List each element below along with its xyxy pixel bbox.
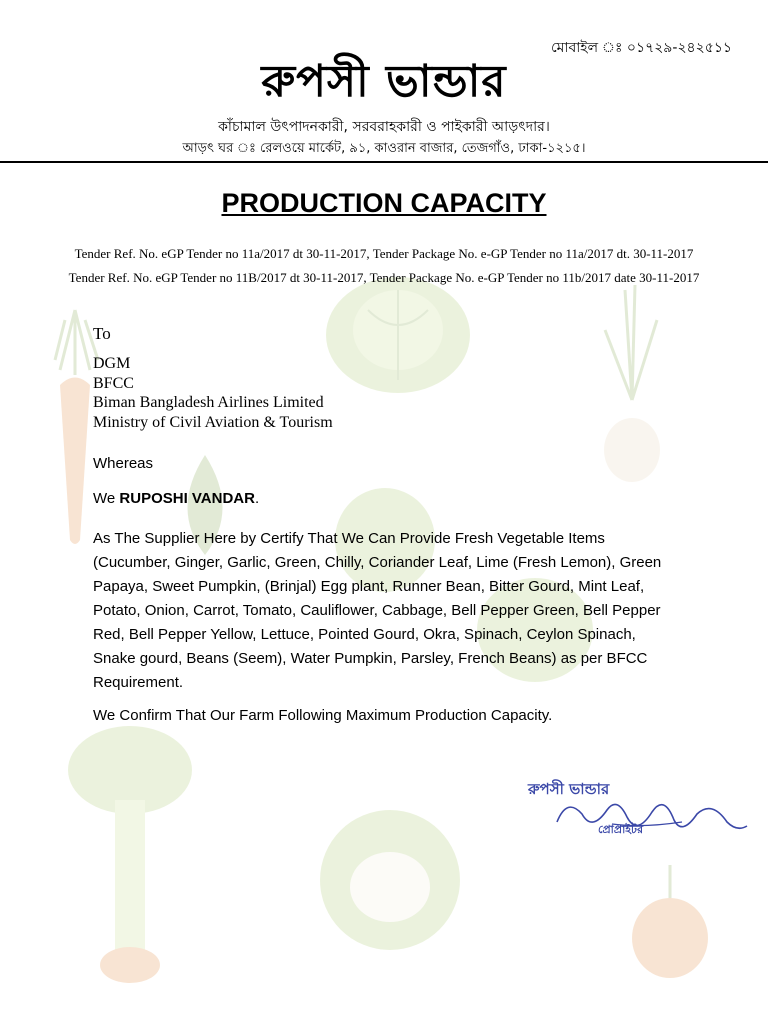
celery-watermark-icon <box>60 720 200 990</box>
page-title: PRODUCTION CAPACITY <box>221 188 547 218</box>
stamp-name: রুপসী ভান্ডার <box>528 780 610 798</box>
letterhead-divider <box>0 161 768 163</box>
recipient-address <box>93 354 333 432</box>
certify-paragraph: As The Supplier Here by Certify That We Can Provide Fresh Vegetable Items (Cucumber, Ginger, Garlic, Green, Chilly, Coriander Leaf, Lime (Fresh Lemon), Green Papaya, Sweet Pumpkin, (Brinjal) Egg plant, Runner Bean, Bitter Gourd, Mint Leaf, Potato, Onion, Carrot, Tomato, Cauliflower, Cabbage, Bell Pepper Green, Bell Pepper Red, Bell Pepper Yellow, Lettuce, Pointed Gourd, Okra, Spinach, Ceylon Spinach, Snake gourd, Beans (Seem), Water Pumpkin, Parsley, French Beans) as per BFCC Requirement. <box>93 530 662 691</box>
company-name: RUPOSHI VANDAR <box>119 490 255 507</box>
tender-reference: Tender Ref. No. eGP Tender no 11a/2017 dt 30-11-2017, Tender Package No. e-GP Tender no 11a/2017 dt. 30-11-2017 <box>74 246 694 261</box>
recipient-line: BFCC <box>93 374 134 392</box>
whereas-text: Whereas <box>93 455 154 472</box>
signature-icon <box>552 792 752 842</box>
proprietor-stamp <box>522 778 742 848</box>
cauliflower-watermark-icon <box>315 805 465 955</box>
stamp-title: প্রোপ্রাইটর <box>598 823 644 836</box>
tagline: কাঁচামাল উৎপাদনকারী, সরবরাহকারী ও পাইকারী আড়ৎদার। <box>218 119 550 135</box>
company-statement <box>93 490 673 507</box>
recipient-line: Ministry of Civil Aviation & Tourism <box>93 413 333 431</box>
onion-watermark-icon <box>625 860 715 985</box>
we-suffix: . <box>254 490 260 507</box>
recipient-line: DGM <box>93 355 131 372</box>
cabbage-watermark-icon <box>318 270 478 410</box>
business-address: আড়ৎ ঘর ঃ রেলওয়ে মার্কেট, ৯১, কাওরান বাজার, তেজগাঁও, ঢাকা-১২১৫। <box>182 141 586 156</box>
tender-reference: Tender Ref. No. eGP Tender no 11B/2017 dt 30-11-2017, Tender Package No. e-GP Tender no 11b/2017 date 30-11-2017 <box>68 270 700 285</box>
mobile-number: মোবাইল ঃ ০১৭২৯-২৪২৫১১ <box>550 40 732 56</box>
salutation-to: To <box>93 324 111 343</box>
confirm-paragraph: We Confirm That Our Farm Following Maximum Production Capacity. <box>93 707 553 724</box>
we-prefix: We <box>93 490 120 507</box>
brand-name: রুপসী ভান্ডার <box>261 56 507 107</box>
recipient-line: Biman Bangladesh Airlines Limited <box>93 394 324 411</box>
